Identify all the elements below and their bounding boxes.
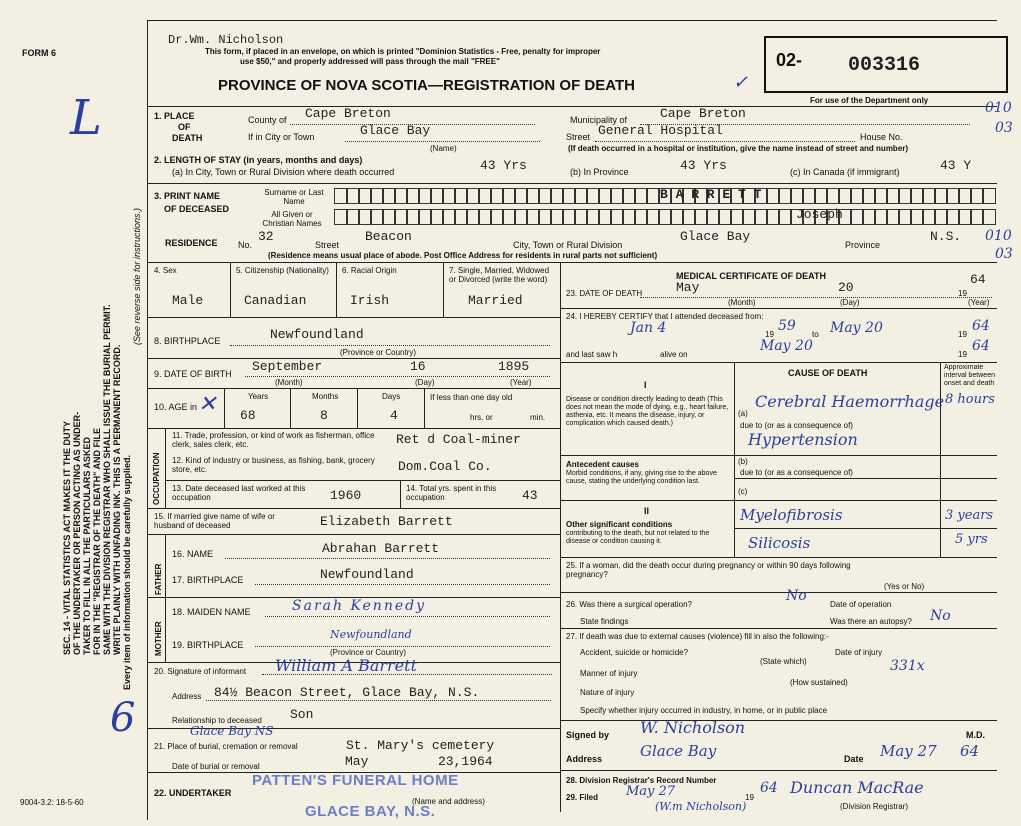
residence-note: (Residence means usual place of abode. Post Office Address for residents in rural parts not sufficient) — [268, 251, 658, 260]
spouse-value: Elizabeth Barrett — [320, 514, 453, 529]
birthplace-label: 8. BIRTHPLACE — [154, 336, 221, 346]
other-conditions-label: Other significant conditions — [566, 520, 673, 529]
sign-date-value: May 27 — [880, 742, 937, 760]
stay-b-label: (b) In Province — [570, 167, 629, 177]
deceased-label-2: OF DECEASED — [164, 204, 230, 214]
residence-province-label: Province — [845, 240, 881, 250]
residence-label: RESIDENCE — [165, 238, 218, 248]
mother-birthplace-sublabel: (Province or Country) — [330, 648, 407, 657]
operation-date-label: Date of operation — [830, 600, 892, 609]
rule-3 — [148, 183, 997, 184]
filed-yr-prefix: 19 — [745, 793, 754, 802]
municipality-value: Cape Breton — [660, 106, 746, 121]
last-yr-prefix: 19 — [958, 350, 967, 359]
due-to-2: due to (or as a consequence of) — [740, 468, 853, 477]
dob-day-label: (Day) — [415, 378, 435, 387]
occ-12-value: Dom.Coal Co. — [398, 459, 492, 474]
given-value: Joseph — [796, 207, 843, 222]
alive-on-label: alive on — [660, 350, 688, 359]
citizenship-value: Canadian — [244, 293, 307, 308]
mother-maiden-label: 18. MAIDEN NAME — [172, 607, 251, 617]
sidebar-line1: SEC. 14 - VITAL STATISTICS ACT MAKES IT THE DUTY — [62, 420, 72, 655]
undertaker-label: 22. UNDERTAKER — [154, 788, 232, 798]
dob-month: September — [252, 359, 323, 374]
place-label-2: OF — [178, 122, 191, 132]
footer-code: 9004-3.2: 18-5-60 — [20, 798, 84, 807]
dob-year-label: (Year) — [510, 378, 532, 387]
relationship-label: Relationship to deceased — [172, 716, 262, 725]
burial-date: 23,1964 — [438, 754, 493, 769]
place-label-1: 1. PLACE — [154, 111, 195, 121]
other-conditions-desc: contributing to the death, but not related to the disease or condition causing it. — [566, 530, 710, 545]
margin-mark-bottom: 6 — [110, 695, 136, 741]
death-day: 20 — [838, 280, 854, 295]
roman-one: I — [644, 380, 647, 390]
undertaker-stamp-name: PATTEN'S FUNERAL HOME — [252, 772, 459, 789]
father-birthplace-label: 17. BIRTHPLACE — [172, 575, 244, 585]
sidebar-line3: TAKER TO FILL IN ALL THE PARTICULARS ASKED — [82, 437, 92, 655]
death-day-label: (Day) — [840, 298, 860, 307]
stay-c-value: 43 Y — [940, 158, 972, 173]
dob-label: 9. DATE OF BIRTH — [154, 369, 232, 379]
autopsy-label: Was there an autopsy? — [830, 617, 912, 626]
cause-title: CAUSE OF DEATH — [788, 368, 868, 378]
place-code-1: 010 — [985, 100, 1012, 116]
stay-c-label: (c) In Canada (if immigrant) — [790, 167, 900, 177]
form-label: FORM 6 — [22, 48, 57, 58]
last-saw-label: and last saw h — [566, 350, 618, 359]
due-to-1: due to (or as a consequence of) — [740, 421, 853, 430]
state-which-label: (State which) — [760, 657, 807, 666]
age-days: 4 — [390, 408, 398, 423]
stay-b-value: 43 Yrs — [680, 158, 727, 173]
check-mark: ✓ — [733, 72, 749, 93]
roman-two: II — [644, 506, 650, 516]
record-prefix: 02- — [776, 50, 803, 70]
name-address-sublabel: (Name and address) — [412, 797, 485, 806]
racial-label: 6. Racial Origin — [342, 266, 397, 275]
division-registrar-label: (Division Registrar) — [840, 802, 909, 811]
external-causes-label: 27. If death was due to external causes (violence) fill in also the following:- — [566, 632, 829, 641]
from-yr-prefix: 19 — [765, 330, 774, 339]
attended-from-year: 59 — [778, 318, 796, 334]
municipality-label: Municipality of — [570, 115, 628, 125]
relationship-value: Son — [290, 707, 314, 722]
mother-birthplace-value: Newfoundland — [330, 628, 412, 641]
residence-no-value: 32 — [258, 229, 274, 244]
autopsy-value: No — [930, 608, 951, 624]
stay-a-value: 43 Yrs — [480, 158, 527, 173]
age-years: 68 — [240, 408, 256, 423]
residence-street-value: Beacon — [365, 229, 412, 244]
attended-to-year: 64 — [972, 318, 990, 334]
filed-label: 29. Filed — [566, 793, 599, 802]
other-condition-2-interval: 5 yrs — [955, 532, 988, 547]
medical-cert-title: MEDICAL CERTIFICATE OF DEATH — [676, 271, 826, 281]
name-sublabel: (Name) — [430, 144, 457, 153]
center-divider — [560, 262, 561, 812]
sign-date-year: 64 — [960, 742, 980, 760]
county-value: Cape Breton — [305, 106, 391, 121]
record-number: 003316 — [848, 54, 921, 77]
dob-year: 1895 — [498, 359, 530, 374]
state-findings-label: State findings — [580, 617, 629, 626]
father-name-label: 16. NAME — [172, 549, 214, 559]
sidebar-line4: FOR IN THE "REGISTRAR OF THE DEATH" AND FILE — [92, 427, 102, 655]
mother-birthplace-label: 19. BIRTHPLACE — [172, 640, 244, 650]
registrar-signature: Duncan MacRae — [790, 778, 924, 797]
street-label: Street — [566, 132, 591, 142]
informant-label: 20. Signature of informant — [154, 667, 247, 676]
occ-14-label: 14. Total yrs. spent in this occupation — [406, 484, 497, 502]
informant-address-label: Address — [172, 692, 202, 701]
injury-date-label: Date of injury — [835, 648, 883, 657]
surname-label: Surname or Last Name — [264, 188, 324, 206]
rule-1 — [148, 106, 997, 107]
death-year-label: (Year) — [968, 298, 990, 307]
cause-c-label: (c) — [738, 487, 748, 496]
min-label: min. — [530, 413, 546, 422]
racial-value: Irish — [350, 293, 390, 308]
letter-box — [982, 209, 996, 225]
registrar-record-label: 28. Division Registrar's Record Number — [566, 776, 717, 785]
sex-value: Male — [172, 293, 204, 308]
age-days-label: Days — [382, 392, 401, 401]
city-label: If in City or Town — [248, 132, 315, 142]
res-code-2: 03 — [995, 246, 1013, 262]
specify-label: Specify whether injury occurred in industry, in home, or in public place — [580, 706, 828, 715]
burial-place-label: 21. Place of burial, cremation or removal — [154, 742, 298, 751]
hospital-note: (If death occurred in a hospital or institution, give the name instead of street and number) — [568, 144, 909, 153]
father-birthplace-value: Newfoundland — [320, 567, 414, 582]
dob-day: 16 — [410, 359, 426, 374]
residence-street-label: Street — [315, 240, 340, 250]
attended-to: May 20 — [830, 320, 883, 336]
mother-side-label: MOTHER — [154, 621, 163, 656]
other-condition-1-interval: 3 years — [945, 508, 994, 523]
res-code-1: 010 — [985, 228, 1012, 244]
father-side-label: FATHER — [154, 563, 163, 595]
death-month-label: (Month) — [728, 298, 756, 307]
manner-code: 331x — [890, 658, 925, 674]
death-year: 64 — [970, 272, 986, 287]
occ-13-value: 1960 — [330, 488, 362, 503]
birthplace-sublabel: (Province or Country) — [340, 348, 417, 357]
mail-notice-1: This form, if placed in an envelope, on which is printed "Dominion Statistics - Free, penalty for improper — [205, 47, 601, 56]
county-label: County of — [248, 115, 287, 125]
burial-month: May — [345, 754, 369, 769]
death-year-prefix: 19 — [958, 289, 967, 298]
residence-city-label: City, Town or Rural Division — [513, 240, 623, 250]
less-day-label: If less than one day old — [430, 393, 513, 402]
citizenship-label: 5. Citizenship (Nationality) — [236, 266, 329, 275]
to-yr-prefix: 19 — [958, 330, 967, 339]
accident-label: Accident, suicide or homicide? — [580, 648, 689, 657]
sidebar-supplied: Every item of information should be carefully supplied. — [122, 454, 132, 690]
signed-by-signature: W. Nicholson — [640, 718, 746, 737]
other-condition-1: Myelofibrosis — [740, 506, 843, 524]
residence-no-label: No. — [238, 240, 253, 250]
burial-place-value: St. Mary's cemetery — [346, 738, 495, 753]
document-title: PROVINCE OF NOVA SCOTIA—REGISTRATION OF DEATH — [218, 77, 635, 94]
dept-use-note: For use of the Department only — [810, 96, 929, 105]
deceased-label-1: 3. PRINT NAME — [154, 191, 221, 201]
burial-date-label: Date of burial or removal — [172, 762, 260, 771]
stay-label: 2. LENGTH OF STAY (in years, months and days) — [154, 155, 363, 165]
death-month: May — [676, 280, 700, 295]
residence-city-value: Glace Bay — [680, 229, 751, 244]
surname-value: B A R R E T T — [660, 187, 762, 202]
cause-a-label: (a) — [738, 409, 748, 418]
sex-label: 4. Sex — [154, 266, 177, 275]
morbid-label: Morbid conditions, if any, giving rise to the above cause, stating the underlying condition last. — [566, 470, 717, 485]
interval-label: Approximate interval between onset and death — [944, 364, 995, 387]
manner-label: Manner of injury — [580, 669, 638, 678]
sidebar-line6: WRITE PLAINLY WITH UNFADING INK. THIS IS A PERMANENT RECORD. — [112, 344, 122, 655]
filed-year: 64 — [760, 780, 778, 796]
nature-label: Nature of injury — [580, 688, 635, 697]
spouse-label: 15. If married give name of wife or husband of deceased — [154, 512, 275, 530]
age-label: 10. AGE in — [154, 402, 198, 412]
filed-date: May 27 — [626, 784, 676, 799]
occ-12-label: 12. Kind of industry or business, as fishing, bank, grocery store, etc. — [172, 456, 375, 474]
given-letter-grid — [334, 209, 994, 225]
pregnancy-label: 25. If a woman, did the death occur during pregnancy or within 90 days following pregnancy? — [566, 561, 851, 579]
letter-box — [982, 188, 996, 204]
last-saw-date: May 20 — [760, 338, 813, 354]
birthplace-value: Newfoundland — [270, 327, 364, 342]
antecedent-label: Antecedent causes — [566, 460, 639, 469]
typed-doctor-name: Dr.Wm. Nicholson — [168, 33, 284, 47]
stay-a-label: (a) In City, Town or Rural Division where death occurred — [172, 167, 395, 177]
cause-a-value: Cerebral Haemorrhage — [755, 392, 945, 411]
residence-province-value: N.S. — [930, 229, 962, 244]
death-date-label: 23. DATE OF DEATH — [566, 289, 643, 298]
surgery-label: 26. Was there a surgical operation? — [566, 600, 692, 609]
how-sustained-label: (How sustained) — [790, 678, 848, 687]
registrar-note: (W.m Nicholson) — [655, 800, 747, 813]
sign-date-label: Date — [844, 754, 864, 764]
age-mark: ✕ — [198, 392, 217, 417]
yes-no-label: (Yes or No) — [884, 582, 925, 591]
street-value: General Hospital — [598, 123, 723, 138]
occupation-side-label: OCCUPATION — [152, 452, 161, 505]
given-label: All Given or Christian Names — [262, 210, 322, 228]
to-label: to — [812, 330, 819, 339]
age-months: 8 — [320, 408, 328, 423]
marital-value: Married — [468, 293, 523, 308]
occ-13-label: 13. Date deceased last worked at this occupation — [172, 484, 306, 502]
sidebar-line5: SAME WITH THE DIVISION REGISTRAR WHO SHALL ISSUE THE BURIAL PERMIT. — [102, 304, 112, 655]
frame-top — [147, 20, 997, 21]
mail-notice-2: use $50," and properly addressed will pass through the mail "FREE" — [240, 57, 500, 66]
occ-14-value: 43 — [522, 488, 538, 503]
place-label-3: DEATH — [172, 133, 203, 143]
last-saw-year: 64 — [972, 338, 990, 354]
attended-from: Jan 4 — [630, 320, 667, 336]
city-value: Glace Bay — [360, 123, 431, 138]
informant-signature: William A Barrett — [275, 656, 417, 675]
cause-due-hand: Hypertension — [748, 430, 858, 449]
occ-11-value: Ret d Coal-miner — [396, 432, 521, 447]
sidebar-reverse: (See reverse side for instructions.) — [132, 207, 142, 345]
informant-address-value: 84½ Beacon Street, Glace Bay, N.S. — [214, 685, 480, 700]
margin-mark-top: L — [70, 90, 102, 146]
cause-b-label: (b) — [738, 457, 748, 466]
signed-by-label: Signed by — [566, 730, 610, 740]
mother-maiden-value: Sarah Kennedy — [292, 598, 427, 614]
age-months-label: Months — [312, 392, 339, 401]
md-label: M.D. — [966, 730, 985, 740]
other-condition-2: Silicosis — [748, 534, 811, 552]
age-years-label: Years — [248, 392, 269, 401]
rule-main — [148, 262, 997, 263]
sign-address-value: Glace Bay — [640, 742, 717, 760]
undertaker-stamp-town: GLACE BAY, N.S. — [305, 803, 436, 820]
disease-label: Disease or condition directly leading to death (This does not mean the mode of dying, e.g., heart failure, asthenia, etc. It means the disease, injury, or complication which caused death.) — [566, 396, 729, 427]
sign-address-label: Address — [566, 754, 603, 764]
father-name-value: Abrahan Barrett — [322, 541, 440, 556]
sidebar-line2: OF THE UNDERTAKER OR PERSON ACTING AS UNDER- — [72, 411, 82, 655]
cause-a-interval: 8 hours — [945, 392, 995, 407]
marital-label: 7. Single, Married, Widowed or Divorced (write the word) — [449, 266, 550, 284]
house-no-label: House No. — [860, 132, 903, 142]
surgery-value: No — [786, 588, 807, 604]
occ-11-label: 11. Trade, profession, or kind of work as fisherman, office clerk, sales clerk, etc. — [172, 431, 375, 449]
hrs-label: hrs. or — [470, 413, 493, 422]
frame-left — [147, 20, 148, 820]
dob-month-label: (Month) — [275, 378, 303, 387]
certify-label: 24. I HEREBY CERTIFY that I attended deceased from: — [566, 312, 764, 321]
place-code-2: 03 — [995, 120, 1013, 136]
burial-place-handwritten: Glace Bay NS — [190, 724, 274, 738]
